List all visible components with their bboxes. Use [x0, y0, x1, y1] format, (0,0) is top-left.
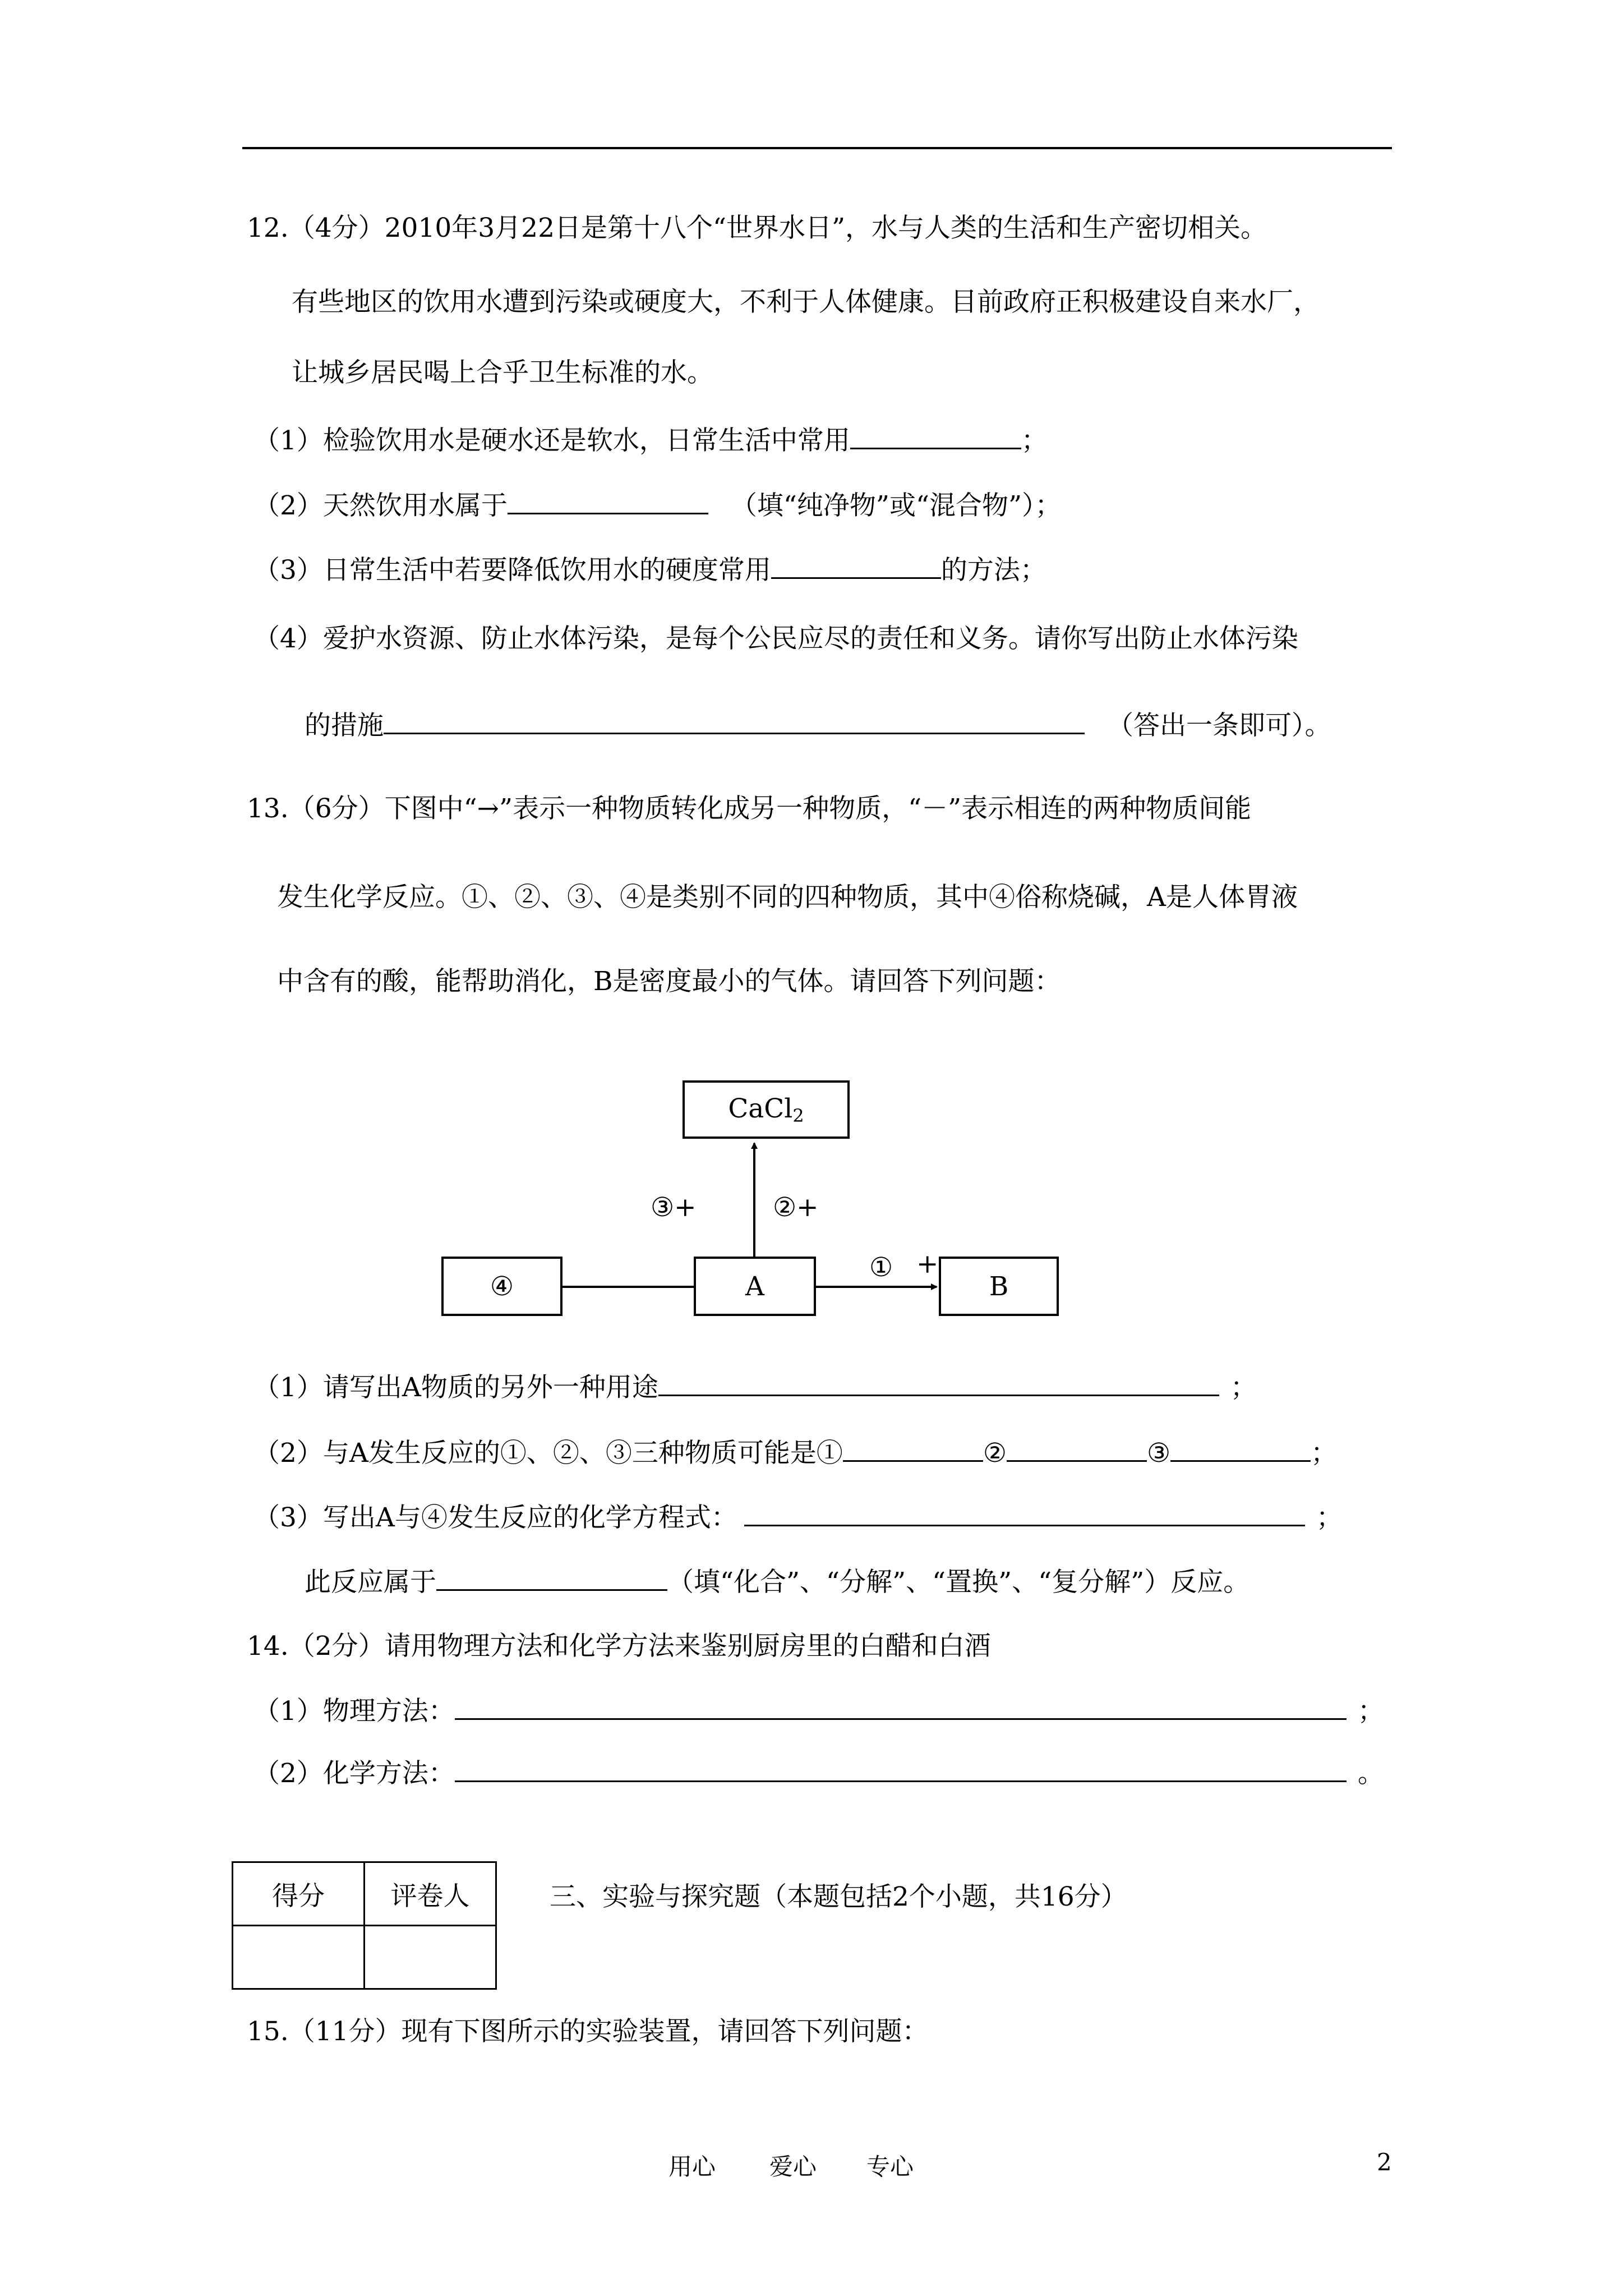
label-3-plus: ③+	[651, 1192, 697, 1223]
q13-line-1: 13.（6分）下图中“→”表示一种物质转化成另一种物质，“－”表示相连的两种物质间能	[247, 793, 1252, 824]
answer-blank[interactable]	[843, 1434, 983, 1462]
q12-sub-1-text: （1）检验饮用水是硬水还是软水，日常生活中常用	[253, 425, 850, 456]
q13-line-3: 中含有的酸，能帮助消化，B是密度最小的气体。请回答下列问题：	[277, 966, 1061, 997]
score-header: 得分	[233, 1862, 365, 1926]
q12-sub-3-end: 的方法；	[940, 555, 1046, 586]
q13-sub-1-end: ；	[1230, 1372, 1257, 1403]
q13-sub-3-end: ；	[1316, 1502, 1343, 1533]
box-a: A	[694, 1257, 816, 1316]
answer-blank[interactable]	[1007, 1434, 1147, 1462]
q12-sub-2-end: （填“纯净物”或“混合物”）；	[730, 490, 1062, 521]
q14-sub-1-end: ；	[1357, 1696, 1384, 1727]
q15-line-1: 15.（11分）现有下图所示的实验装置，请回答下列问题：	[247, 2016, 929, 2047]
box-cacl2	[683, 1080, 850, 1139]
q13-sub-3-text: （3）写出A与④发生反应的化学方程式：	[253, 1502, 737, 1533]
q12-line-2: 有些地区的饮用水遭到污染或硬度大，不利于人体健康。目前政府正积极建设自来水厂，	[292, 287, 1320, 318]
q13-sub-2-mid1: ②	[983, 1438, 1007, 1469]
q13-sub-2-mid2: ③	[1146, 1438, 1171, 1469]
score-table	[232, 1861, 497, 1990]
q14-sub-2-end: 。	[1357, 1758, 1384, 1789]
label-1: ①	[869, 1252, 893, 1283]
q13-sub-1	[253, 1369, 1257, 1405]
cacl2-label: CaCl$_2$	[728, 1093, 804, 1126]
q14-line-1: 14.（2分）请用物理方法和化学方法来鉴别厨房里的白醋和白酒	[247, 1631, 991, 1662]
footer-left: 用心	[668, 2153, 716, 2180]
q13-sub-3	[253, 1499, 1343, 1535]
answer-blank[interactable]	[455, 1755, 1347, 1782]
q12-sub-2-text: （2）天然饮用水属于	[253, 490, 508, 521]
q13-sub-2-end: ；	[1311, 1438, 1338, 1469]
q12-sub-4: （4）爱护水资源、防止水体污染，是每个公民应尽的责任和义务。请你写出防止水体污染	[253, 623, 1298, 654]
q12-line-3: 让城乡居民喝上合乎卫生标准的水。	[292, 357, 713, 388]
q13-line-2: 发生化学反应。①、②、③、④是类别不同的四种物质，其中④俗称烧碱，A是人体胃液	[277, 882, 1298, 913]
answer-blank[interactable]	[436, 1563, 667, 1591]
answer-blank[interactable]	[1170, 1434, 1311, 1462]
section-heading: 三、实验与探究题（本题包括2个小题，共16分）	[550, 1881, 1127, 1912]
score-cell[interactable]	[233, 1926, 365, 1989]
q12-line-1: 12.（4分）2010年3月22日是第十八个“世界水日”，水与人类的生活和生产密切相关。	[247, 213, 1267, 243]
q13-sub-3-cont-text: 此反应属于	[305, 1567, 436, 1598]
q13-sub-2-text: （2）与A发生反应的①、②、③三种物质可能是①	[253, 1438, 843, 1469]
answer-blank[interactable]	[455, 1692, 1347, 1720]
box-4: ④	[441, 1257, 562, 1316]
q12-sub-3-text: （3）日常生活中若要降低饮用水的硬度常用	[253, 555, 771, 586]
footer-right: 专心	[866, 2153, 914, 2180]
q14-sub-1-text: （1）物理方法：	[253, 1696, 455, 1727]
q12-sub-4-end: （答出一条即可）。	[1107, 710, 1331, 741]
grader-cell[interactable]	[365, 1926, 496, 1989]
q14-sub-2	[253, 1755, 1384, 1791]
q13-sub-3-cont	[305, 1563, 1249, 1599]
q13-sub-2	[253, 1434, 1337, 1470]
page-number: 2	[1377, 2148, 1392, 2176]
box-b: B	[939, 1257, 1059, 1316]
footer-mid: 爱心	[769, 2153, 817, 2180]
answer-blank[interactable]	[658, 1369, 1219, 1396]
q14-sub-2-text: （2）化学方法：	[253, 1758, 455, 1789]
answer-blank[interactable]	[744, 1499, 1305, 1526]
q14-sub-1	[253, 1692, 1384, 1728]
grader-header: 评卷人	[365, 1862, 496, 1926]
q12-sub-1-end: ；	[1021, 425, 1048, 456]
q12-sub-4-text: 的措施	[305, 710, 384, 741]
label-plus: +	[916, 1249, 939, 1280]
label-2-plus: ②+	[773, 1192, 819, 1223]
q13-sub-1-text: （1）请写出A物质的另外一种用途	[253, 1372, 658, 1403]
q13-sub-3-cont-end: （填“化合”、“分解”、“置换”、“复分解”）反应。	[667, 1567, 1250, 1598]
